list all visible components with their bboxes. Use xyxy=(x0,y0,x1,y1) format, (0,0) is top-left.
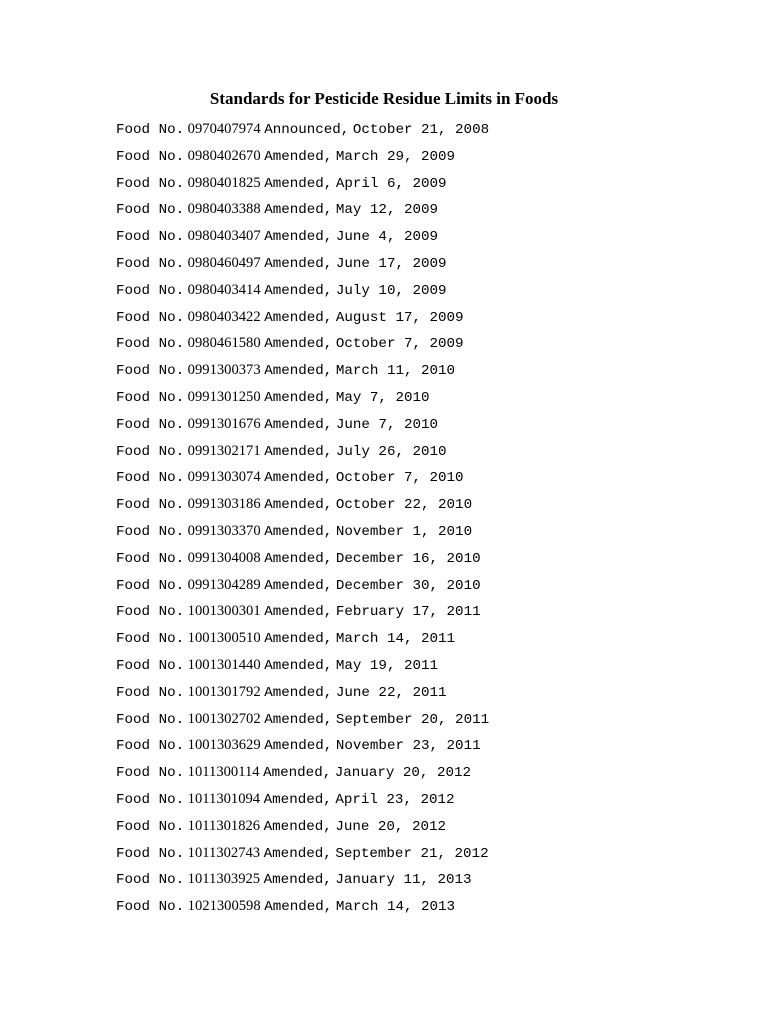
entry-prefix: Food No. xyxy=(116,604,185,621)
entry-date: October 22, 2010 xyxy=(335,497,473,514)
entry-date: October 21, 2008 xyxy=(352,122,490,138)
entry-prefix: Food No. xyxy=(116,631,185,648)
entry-prefix: Food No. xyxy=(116,175,185,192)
list-item xyxy=(116,304,489,331)
entry-status: Amended, xyxy=(264,282,333,299)
entry-status: Amended, xyxy=(263,872,332,889)
entry-prefix: Food No. xyxy=(116,363,185,380)
entry-status: Amended, xyxy=(264,604,333,621)
entry-status: Amended, xyxy=(264,470,333,487)
list-item xyxy=(116,438,489,465)
amendment-list xyxy=(116,116,489,920)
entry-date: May 19, 2011 xyxy=(335,657,439,674)
entry-status: Amended, xyxy=(263,765,332,782)
food-number: 1011301094 xyxy=(187,790,261,807)
list-item xyxy=(116,277,489,304)
food-number: 1011303925 xyxy=(187,871,261,888)
entry-prefix: Food No. xyxy=(116,336,185,353)
food-number: 1001300510 xyxy=(187,630,261,647)
entry-date: February 17, 2011 xyxy=(335,604,481,621)
entry-prefix: Food No. xyxy=(116,282,185,299)
food-number: 0980403414 xyxy=(187,281,261,298)
entry-status: Amended, xyxy=(264,255,333,272)
entry-date: December 16, 2010 xyxy=(335,550,481,567)
entry-date: June 7, 2010 xyxy=(335,416,439,433)
list-item xyxy=(116,706,489,733)
entry-prefix: Food No. xyxy=(116,202,185,219)
entry-date: June 20, 2012 xyxy=(335,818,447,835)
entry-date: September 21, 2012 xyxy=(335,845,489,862)
entry-prefix: Food No. xyxy=(116,443,185,460)
entry-date: March 11, 2010 xyxy=(335,363,456,380)
food-number: 0991304289 xyxy=(187,576,261,593)
entry-status: Amended, xyxy=(264,202,333,219)
entry-status: Amended, xyxy=(264,738,333,755)
document-title: Standards for Pesticide Residue Limits in Foods xyxy=(209,89,559,108)
list-item xyxy=(116,170,489,197)
entry-status: Amended, xyxy=(264,899,333,916)
entry-prefix: Food No. xyxy=(116,122,185,138)
entry-prefix: Food No. xyxy=(116,309,185,326)
entry-date: June 22, 2011 xyxy=(335,684,447,701)
entry-status: Amended, xyxy=(264,229,333,246)
list-item xyxy=(116,250,489,277)
list-item xyxy=(116,625,489,652)
entry-status: Amended, xyxy=(264,443,333,460)
entry-date: October 7, 2009 xyxy=(335,336,464,353)
list-item xyxy=(116,786,489,813)
entry-date: October 7, 2010 xyxy=(335,470,464,487)
entry-prefix: Food No. xyxy=(116,470,185,487)
entry-date: March 14, 2011 xyxy=(335,631,456,648)
list-item xyxy=(116,116,489,143)
entry-status: Amended, xyxy=(264,497,333,514)
food-number: 0991303186 xyxy=(187,496,261,513)
entry-prefix: Food No. xyxy=(116,899,185,916)
entry-date: June 17, 2009 xyxy=(335,255,447,272)
food-number: 0970407974 xyxy=(187,121,261,137)
entry-status: Amended, xyxy=(263,791,332,808)
food-number: 0980403388 xyxy=(187,201,261,218)
list-item xyxy=(116,732,489,759)
food-number: 0991300373 xyxy=(187,362,261,379)
entry-prefix: Food No. xyxy=(116,711,185,728)
list-item xyxy=(116,196,489,223)
entry-date: March 29, 2009 xyxy=(335,148,456,165)
food-number: 0991302171 xyxy=(187,442,261,459)
entry-date: April 6, 2009 xyxy=(335,175,447,192)
entry-date: May 12, 2009 xyxy=(335,202,439,219)
food-number: 0980402670 xyxy=(187,147,261,164)
list-item xyxy=(116,411,489,438)
food-number: 0991301676 xyxy=(187,415,261,432)
list-item xyxy=(116,223,489,250)
food-number: 1001302702 xyxy=(187,710,261,727)
entry-prefix: Food No. xyxy=(116,765,185,782)
entry-date: December 30, 2010 xyxy=(335,577,481,594)
entry-date: June 4, 2009 xyxy=(335,229,439,246)
entry-status: Amended, xyxy=(264,550,333,567)
entry-status: Amended, xyxy=(264,684,333,701)
entry-prefix: Food No. xyxy=(116,577,185,594)
list-item xyxy=(116,813,489,840)
food-number: 0980403422 xyxy=(187,308,261,325)
food-number: 0991301250 xyxy=(187,388,261,405)
entry-prefix: Food No. xyxy=(116,148,185,165)
entry-status: Amended, xyxy=(264,711,333,728)
entry-status: Amended, xyxy=(264,175,333,192)
entry-prefix: Food No. xyxy=(116,684,185,701)
entry-date: May 7, 2010 xyxy=(335,389,430,406)
entry-status: Amended, xyxy=(264,577,333,594)
food-number: 1011300114 xyxy=(187,764,260,781)
entry-date: January 11, 2013 xyxy=(335,872,472,889)
food-number: 1001301792 xyxy=(187,683,261,700)
entry-date: July 26, 2010 xyxy=(335,443,447,460)
entry-status: Amended, xyxy=(264,389,333,406)
food-number: 1001303629 xyxy=(187,737,261,754)
entry-prefix: Food No. xyxy=(116,523,185,540)
list-item xyxy=(116,598,489,625)
entry-prefix: Food No. xyxy=(116,255,185,272)
list-item xyxy=(116,545,489,572)
list-item xyxy=(116,893,489,920)
entry-status: Amended, xyxy=(264,148,333,165)
list-item xyxy=(116,464,489,491)
food-number: 1001300301 xyxy=(187,603,261,620)
entry-status: Amended, xyxy=(264,363,333,380)
entry-prefix: Food No. xyxy=(116,791,185,808)
food-number: 0991303370 xyxy=(187,522,261,539)
entry-prefix: Food No. xyxy=(116,229,185,246)
list-item xyxy=(116,330,489,357)
entry-date: January 20, 2012 xyxy=(334,765,472,782)
entry-status: Amended, xyxy=(264,631,333,648)
list-item xyxy=(116,143,489,170)
entry-prefix: Food No. xyxy=(116,845,185,862)
entry-prefix: Food No. xyxy=(116,738,185,755)
entry-status: Amended, xyxy=(264,336,333,353)
entry-prefix: Food No. xyxy=(116,818,185,835)
entry-date: November 1, 2010 xyxy=(335,523,473,540)
list-item xyxy=(116,518,489,545)
entry-date: September 20, 2011 xyxy=(335,711,490,728)
entry-status: Amended, xyxy=(263,845,332,862)
entry-prefix: Food No. xyxy=(116,497,185,514)
food-number: 1021300598 xyxy=(187,898,261,915)
list-item xyxy=(116,384,489,411)
food-number: 1011301826 xyxy=(187,817,261,834)
food-number: 0991304008 xyxy=(187,549,261,566)
entry-date: November 23, 2011 xyxy=(335,738,481,755)
entry-prefix: Food No. xyxy=(116,872,185,889)
entry-prefix: Food No. xyxy=(116,550,185,567)
entry-status: Amended, xyxy=(264,657,333,674)
list-item xyxy=(116,652,489,679)
list-item xyxy=(116,572,489,599)
entry-status: Amended, xyxy=(264,523,333,540)
list-item xyxy=(116,840,489,867)
list-item xyxy=(116,866,489,893)
food-number: 1011302743 xyxy=(187,844,261,861)
food-number: 0980401825 xyxy=(187,174,261,191)
food-number: 0980403407 xyxy=(187,228,261,245)
entry-status: Amended, xyxy=(264,309,333,326)
list-item xyxy=(116,491,489,518)
food-number: 0991303074 xyxy=(187,469,261,486)
entry-prefix: Food No. xyxy=(116,657,185,674)
list-item xyxy=(116,759,489,786)
entry-status: Announced, xyxy=(264,122,350,138)
food-number: 1001301440 xyxy=(187,656,261,673)
entry-date: July 10, 2009 xyxy=(335,282,447,299)
food-number: 0980461580 xyxy=(187,335,261,352)
entry-prefix: Food No. xyxy=(116,389,185,406)
entry-status: Amended, xyxy=(264,416,333,433)
entry-status: Amended, xyxy=(263,818,332,835)
list-item xyxy=(116,679,489,706)
list-item xyxy=(116,357,489,384)
entry-date: March 14, 2013 xyxy=(335,899,456,916)
food-number: 0980460497 xyxy=(187,254,261,271)
entry-prefix: Food No. xyxy=(116,416,185,433)
entry-date: April 23, 2012 xyxy=(335,791,455,808)
entry-date: August 17, 2009 xyxy=(335,309,464,326)
